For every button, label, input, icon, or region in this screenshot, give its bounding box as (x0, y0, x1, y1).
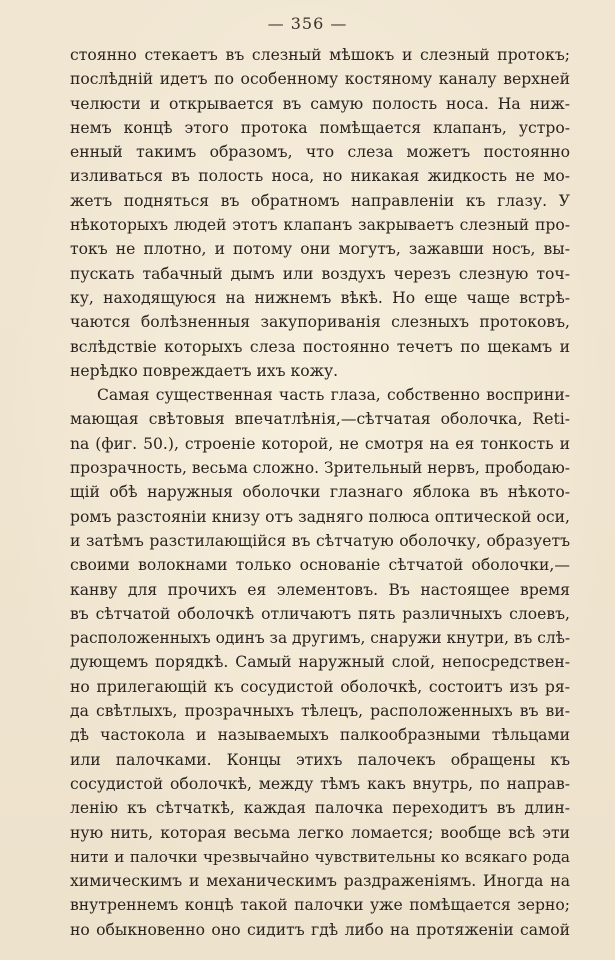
text-line: стоянно стекаетъ въ слезный мѣшокъ и слезный протокъ; (70, 46, 570, 64)
text-line: вслѣдствіе которыхъ слеза постоянно течетъ по щекамъ и (70, 337, 570, 356)
text-line: химическимъ и механическимъ раздраженіямъ. Иногда на (70, 872, 570, 891)
text-line: въ сѣтчатой оболочкѣ отличаютъ пять различныхъ слоевъ, (70, 604, 570, 623)
text-line: пускать табачный дымъ или воздухъ черезъ слезную точ- (70, 264, 570, 283)
text-line: ромъ разстояніи книзу отъ задняго полюса оптической оси, (70, 507, 570, 526)
text-line: изливаться въ полость носа, но никакая жидкость не мо- (70, 167, 570, 186)
text-line: но прилегающій къ сосудистой оболочкѣ, состоитъ изъ ря- (70, 677, 570, 696)
text-line: ленію къ сѣтчаткѣ, каждая палочка переходитъ въ длин- (70, 799, 570, 818)
text-line: канву для прочихъ ея элементовъ. Въ настоящее время (70, 580, 570, 599)
body-text (0, 43, 615, 942)
text-line: челюсти и открывается въ самую полость носа. На ниж- (70, 94, 570, 113)
text-line: дующемъ порядкѣ. Самый наружный слой, непосредствен- (70, 653, 570, 672)
text-line: прозрачность, весьма сложно. Зрительный нервъ, прободаю- (70, 459, 570, 478)
text-line: нити и палочки чрезвычайно чувствительны ко всякаго рода (70, 847, 570, 866)
text-line: или палочками. Концы этихъ палочекъ обращены къ (70, 750, 570, 769)
text-line: щій обѣ наружныя оболочки глазнаго яблока въ нѣкото- (70, 483, 570, 502)
text-line: внутреннемъ концѣ такой палочки уже помѣщается зерно; (70, 896, 570, 915)
text-line: ку, находящуюся на нижнемъ вѣкѣ. Но еще чаще встрѣ- (70, 288, 570, 307)
text-line: сосудистой оболочкѣ, между тѣмъ какъ внутрь, по направ- (70, 774, 570, 793)
text-line: дѣ частокола и называемыхъ палкообразными тѣльцами (70, 726, 570, 745)
text-line: расположенныхъ одинъ за другимъ, снаружи кнутри, въ слѣ- (70, 629, 570, 648)
text-line: нѣкоторыхъ людей этотъ клапанъ закрываетъ слезный про- (70, 216, 570, 235)
text-line: жетъ подняться въ обратномъ направленіи къ глазу. У (70, 191, 570, 210)
text-line: токъ не плотно, и потому они могутъ, зажавши носъ, вы- (70, 240, 570, 259)
text-line: чаются болѣзненныя закупориванія слезныхъ протоковъ, (70, 313, 570, 332)
page-number: — 356 — (267, 14, 348, 33)
text-line: Самая существенная часть глаза, собственно восприни- (97, 386, 570, 405)
text-line: ную нить, которая весьма легко ломается; вообще всѣ эти (70, 823, 570, 842)
text-line: но обыкновенно оно сидитъ гдѣ либо на протяженіи самой (70, 920, 570, 939)
text-line: енный такимъ образомъ, что слеза можетъ постоянно (70, 143, 570, 162)
text-line: и затѣмъ разстилающійся въ сѣтчатую оболочку, образуетъ (70, 531, 570, 550)
text-line: мающая свѣтовыя впечатлѣнія,—сѣтчатая оболочка, Retі- (70, 410, 570, 429)
text-line: да свѣтлыхъ, прозрачныхъ тѣлецъ, расположенныхъ въ ви- (70, 702, 570, 721)
text-line: немъ концѣ этого протока помѣщается клапанъ, устро- (70, 118, 570, 137)
text-line: послѣдній идетъ по особенному костяному каналу верхней (70, 70, 570, 89)
text-line: нерѣдко повреждаетъ ихъ кожу. (70, 361, 339, 380)
text-line: своими волокнами только основаніе сѣтчатой оболочки,— (70, 556, 570, 575)
text-line: na (фиг. 50.), строеніе которой, не смотря на ея тонкость и (70, 434, 570, 453)
